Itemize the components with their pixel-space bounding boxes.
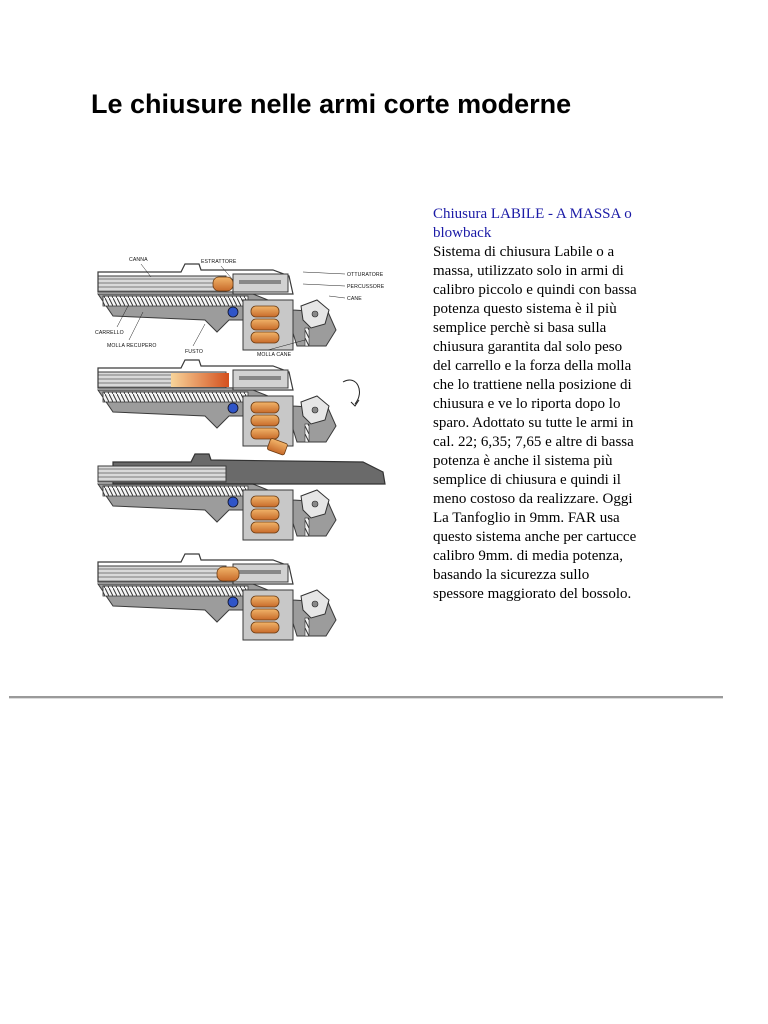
label-fusto: FUSTO xyxy=(185,349,203,355)
blowback-section xyxy=(433,205,643,604)
label-molla-recupero: MOLLA RECUPERO xyxy=(107,343,157,349)
label-percussore: PERCUSSORE xyxy=(347,284,385,290)
label-molla-cane: MOLLA CANE xyxy=(257,352,292,358)
label-estrattore: ESTRATTORE xyxy=(201,259,237,265)
section-heading: Chiusura LABILE - A MASSA o blowback xyxy=(433,206,632,241)
label-otturatore: OTTURATORE xyxy=(347,272,384,278)
blowback-cutaway-illustration xyxy=(93,250,403,645)
label-canna: CANNA xyxy=(129,257,148,263)
page-title: Le chiusure nelle armi corte moderne xyxy=(91,89,572,119)
label-carrello: CARRELLO xyxy=(95,330,124,336)
label-cane: CANE xyxy=(347,296,362,302)
horizontal-divider xyxy=(9,696,723,698)
section-body: Sistema di chiusura Labile o a massa, utilizzato solo in armi di calibro piccolo e quindi con bassa potenza questo sistema è il più semplice perchè si basa sulla chiusura garantita dal solo peso del carrello e la forza della molla che lo trattiene nella posizione di chiusura e ve lo riporta dopo lo sparo. Adottato su tutte le armi in cal. 22; 6,35; 7,65 e altre di bassa potenza è anche il sistema più semplice di chiusura e quindi il meno costoso da realizzare. Oggi La Tanfoglio in 9mm. FAR usa questo sistema anche per cartucce calibro 9mm. di media potenza, basando la sicurezza sullo spessore maggiorato del bossolo. xyxy=(433,244,637,602)
